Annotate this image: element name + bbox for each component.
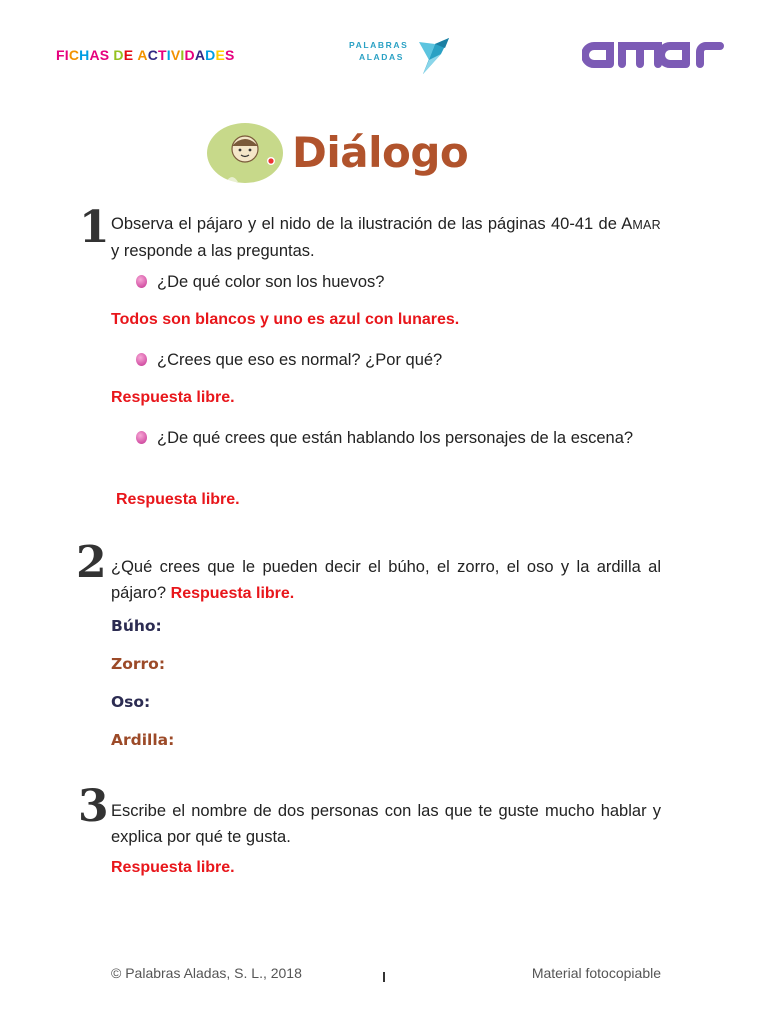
fichas-letter-group: E [215,47,225,63]
section-1-number: 1 [79,202,110,253]
answer-1: Todos son blancos y uno es azul con lunares. [111,311,460,328]
answer-3: Respuesta libre. [116,491,240,508]
fichas-letter-group: A [194,47,206,63]
question-1-row [136,269,661,295]
pink-bullet-icon [136,431,147,444]
fichas-letter-group: I [180,47,185,63]
page-title: Diálogo [292,128,469,177]
fichas-letter-group: V [170,47,181,63]
question-2-row [136,347,661,373]
fichas-letter-group: D [184,47,195,63]
section-2-answer: Respuesta libre. [170,585,295,602]
fichas-letter-group: D [205,47,216,63]
palabras-aladas-logo [345,30,455,76]
section-2-question-text: ¿Qué crees que le pueden decir el búho, el zorro, el oso y la ardilla al pájaro? [111,558,661,602]
footer-divider-mark [383,972,385,982]
origami-bird-icon [419,38,449,74]
section-2-question [111,554,661,607]
footer-copyright: © Palabras Aladas, S. L., 2018 [111,965,302,981]
question-1: ¿De qué color son los huevos? [157,273,385,291]
fichas-letter-group: C [68,47,80,63]
section-3-number: 3 [78,781,109,832]
section-1-intro [111,211,661,264]
child-face-icon [206,122,284,184]
footer-note: Material fotocopiable [531,965,661,981]
pink-bullet-icon [136,353,147,366]
section-3-answer: Respuesta libre. [111,859,235,876]
animal-label-buho: Búho: [111,617,162,635]
section-1-intro-a: Observa el pájaro y el nido de la ilustración de las páginas 40-41 de [111,215,622,233]
fichas-letter-group: S [224,47,235,63]
fichas-letter-group: D [113,47,124,63]
fichas-letter-group: A [137,47,148,63]
fichas-letter-group: C [147,47,158,63]
pink-bullet-icon [136,275,147,288]
amar-logo [582,34,732,74]
fichas-letter-group: AS [89,47,114,63]
fichas-letter-group: H [79,47,90,63]
section-1-intro-b: y responde a las preguntas. [111,242,315,260]
publisher-logo-line2: ALADAS [359,52,405,62]
fichas-letter-group: FI [56,47,69,63]
answer-2: Respuesta libre. [111,389,235,406]
amar-first-letter: A [621,215,633,233]
section-3-question: Escribe el nombre de dos personas con las que te guste mucho hablar y explica por qué te gusta. [111,802,661,846]
fichas-letter-group: I [166,47,171,63]
fichas-letter-group: E [123,47,138,63]
question-2: ¿Crees que eso es normal? ¿Por qué? [157,351,443,369]
question-3-row [136,425,661,451]
animal-label-zorro: Zorro: [111,655,166,673]
fichas-de-actividades-label [56,47,235,63]
section-2-number: 2 [76,537,107,588]
question-3: ¿De qué crees que están hablando los personajes de la escena? [157,429,634,447]
animal-label-oso: Oso: [111,693,151,711]
animal-label-ardilla: Ardilla: [111,731,175,749]
publisher-logo-line1: PALABRAS [349,40,409,50]
fichas-letter-group: T [158,47,167,63]
amar-small-caps: MAR [632,218,661,232]
